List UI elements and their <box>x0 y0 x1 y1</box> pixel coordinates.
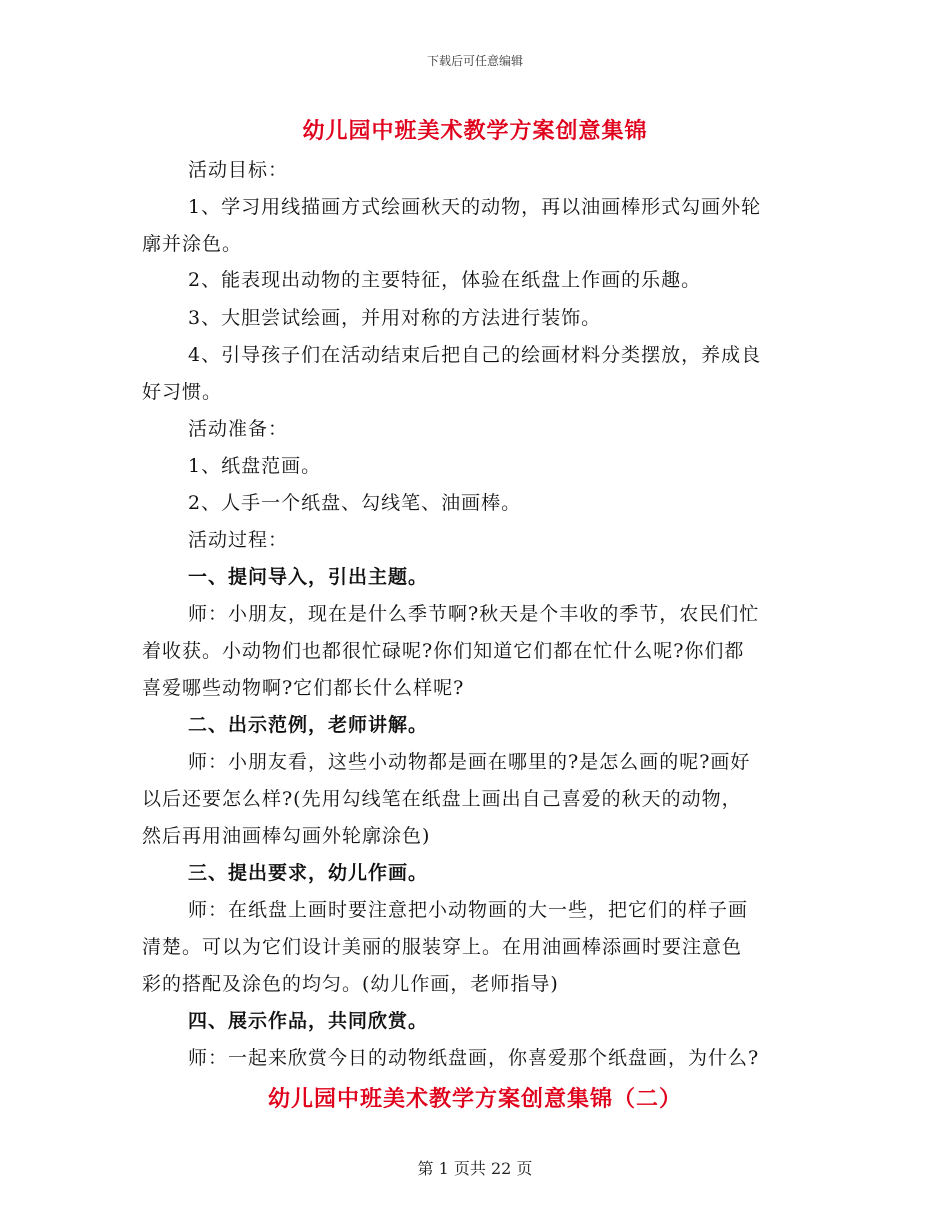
page-footer: 第 1 页共 22 页 <box>417 1159 533 1178</box>
section-heading: 一、提问导入，引出主题。 <box>188 566 429 588</box>
paragraph-line: 彩的搭配及涂色的均匀。(幼儿作画，老师指导) <box>142 973 559 995</box>
paragraph-line: 活动目标： <box>188 159 289 181</box>
paragraph-line: 师：一起来欣赏今日的动物纸盘画，你喜爱那个纸盘画，为什么? <box>188 1047 760 1069</box>
paragraph-line: 2、人手一个纸盘、勾线笔、油画棒。 <box>188 492 522 514</box>
paragraph-line: 廓并涂色。 <box>142 233 243 255</box>
paragraph-line: 然后再用油画棒勾画外轮廓涂色) <box>142 825 431 847</box>
paragraph-line: 着收获。小动物们也都很忙碌呢?你们知道它们都在忙什么呢?你们都 <box>142 640 745 662</box>
paragraph-line: 师：小朋友看，这些小动物都是画在哪里的?是怎么画的呢?画好 <box>188 751 751 773</box>
paragraph-line: 3、大胆尝试绘画，并用对称的方法进行装饰。 <box>188 307 602 329</box>
page-header: 下载后可任意编辑 <box>426 54 523 68</box>
paragraph-line: 师：在纸盘上画时要注意把小动物画的大一些，把它们的样子画 <box>188 899 749 921</box>
paragraph-line: 1、学习用线描画方式绘画秋天的动物，再以油画棒形式勾画外轮 <box>188 196 762 218</box>
paragraph-line: 喜爱哪些动物啊?它们都长什么样呢? <box>142 677 465 699</box>
section-heading: 三、提出要求，幼儿作画。 <box>188 862 429 884</box>
paragraph-line: 4、引导孩子们在活动结束后把自己的绘画材料分类摆放，养成良 <box>188 344 762 366</box>
paragraph-line: 1、纸盘范画。 <box>188 455 322 477</box>
paragraph-line: 好习惯。 <box>142 381 223 403</box>
document-title: 幼儿园中班美术教学方案创意集锦 <box>302 118 648 144</box>
section-title-2: 幼儿园中班美术教学方案创意集锦（二） <box>267 1086 682 1112</box>
paragraph-line: 以后还要怎么样?(先用勾线笔在纸盘上画出自己喜爱的秋天的动物， <box>142 788 742 810</box>
section-heading: 二、出示范例，老师讲解。 <box>188 714 429 736</box>
section-heading: 四、展示作品，共同欣赏。 <box>188 1010 429 1032</box>
paragraph-line: 2、能表现出动物的主要特征，体验在纸盘上作画的乐趣。 <box>188 269 702 291</box>
paragraph-line: 活动准备： <box>188 418 289 440</box>
paragraph-line: 活动过程： <box>188 529 289 551</box>
paragraph-line: 师：小朋友，现在是什么季节啊?秋天是个丰收的季节，农民们忙 <box>188 603 760 625</box>
paragraph-line: 清楚。可以为它们设计美丽的服装穿上。在用油画棒添画时要注意色 <box>142 936 743 958</box>
